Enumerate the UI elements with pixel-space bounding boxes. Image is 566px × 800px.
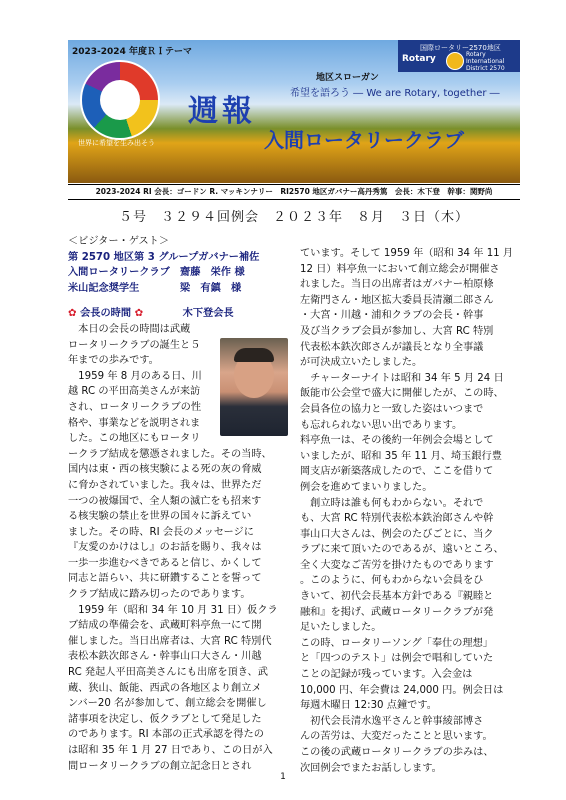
guest-line: 入間ロータリークラブ 齋藤 栄作 様 (68, 267, 245, 279)
text-line: れました。当日の出席者はガバナー柏原條 (300, 279, 494, 291)
text-line: 例会を進めてまいりました。 (300, 481, 433, 493)
flower-icon: ✿ (134, 308, 144, 320)
text-line: も忘れられない思い出であります。 (300, 419, 463, 431)
president-intro (68, 322, 214, 447)
text-line: 創立時は誰も何もわからない。それで (300, 497, 484, 509)
text-line: RC 発起人平田高美さんにも出席を頂き、武 (68, 667, 268, 679)
text-line: 及び当クラブ会員が参加し、大宮 RC 特別 (300, 325, 494, 337)
text-line: 10,000 円、年会費は 24,000 円。例会日は (300, 684, 504, 696)
text-line: した。この地区にもロータリ (68, 433, 201, 445)
text-line: んの苦労は、大変だったことと思います。 (300, 731, 493, 743)
rotary-district-badge (398, 40, 520, 72)
officers-line: 2023-2024 RI 会長：ゴードン R. マッキンナリー RI2570 地区ガバナー高丹秀篤 会長：木下登 幹事：関野尚 (68, 184, 520, 200)
text-line: 越 RC の平田高美さんが来訪 (68, 386, 201, 398)
president-name: 木下登会長 (182, 308, 234, 320)
text-line: 足いたしました。 (300, 622, 382, 634)
text-line: ンバー20 名が参加して、創立総会を開催し (68, 698, 267, 710)
text-line: 飯能市公会堂で盛大に開催したが、この時、 (300, 388, 504, 400)
slogan-label: 地区スローガン (316, 73, 379, 83)
rotary-district-label: 国際ロータリー2570地区 (420, 44, 501, 52)
text-line: 全く大変なご苦労を掛けたものであります (300, 559, 494, 571)
logo-center (100, 80, 140, 120)
president-photo (220, 338, 288, 436)
text-line: 融和』を掲げ、武蔵ロータリークラブが発 (300, 606, 494, 618)
text-line: 。このように、何もわからない会員をひ (300, 575, 484, 587)
text-line: 12 日）料亭魚一において創立総会が開催さ (300, 263, 500, 275)
text-line: いましたが、昭和 35 年 11 月、埼玉銀行豊 (300, 450, 502, 462)
meeting-info: ５号 ３２９４回例会 ２０２３年 ８月 ３日（木） (118, 210, 469, 225)
president-heading (68, 306, 294, 322)
text-line: 1959 年 8 月のある日、川 (68, 370, 202, 382)
text-line: のであります。RI 本部の正式承認を得たの (68, 729, 264, 741)
text-line: 諸事項を決定し、仮クラブとして発足した (68, 713, 262, 725)
text-line: ークラブ結成を懲憑されました。その当時、 (68, 448, 272, 460)
guest-line: 第 2570 地区第 3 グループガバナー補佐 (68, 251, 260, 263)
text-line: 一つの被爆国で、全人類の滅亡をも招来す (68, 495, 262, 507)
text-line: され、ロータリークラブの性 (68, 401, 202, 413)
masthead (68, 40, 520, 183)
ri-theme: 2023-2024 年度ＲＩテーマ (72, 47, 192, 57)
text-line: る核実験の禁止を世界の国々に訴えてい (68, 511, 252, 523)
text-line: クラブ結成に踏み切ったのであります。 (68, 589, 251, 601)
text-line: この後の武蔵ロータリークラブの歩みは、 (300, 747, 494, 758)
text-line: ロータリークラブの誕生と５ (68, 339, 201, 351)
text-line: ことの記録が残っています。入会金は (300, 669, 473, 681)
left-column (68, 234, 294, 774)
guest-heading: ＜ビジター・ゲスト＞ (68, 236, 170, 247)
text-line: この時、ロータリーソング「奉仕の理想」 (300, 637, 493, 649)
rotary-word: Rotary (402, 54, 436, 64)
text-line: 年までの歩みです。 (68, 355, 159, 367)
guest-line: 米山記念奨学生 梁 有鎮 様 (68, 282, 242, 294)
text-line: 催しました。当日出席者は、大宮 RC 特別代 (68, 635, 272, 647)
text-line: 本日の会長の時間は武蔵 (68, 323, 191, 335)
text-line: 代表松本鉄次郎さんが議長となり全事議 (300, 341, 484, 353)
text-line: 会員各位の協力と一致した姿はいつまで (300, 403, 484, 415)
text-line: ・大宮・川越・浦和クラブの会長・幹事 (300, 310, 484, 322)
photo-hair (234, 348, 274, 362)
text-line: チャーターナイトは昭和 34 年 5 月 24 日 (300, 372, 504, 384)
text-line: が可決成立いたしました。 (300, 357, 423, 369)
rotary-wheel-icon (446, 52, 464, 70)
ri-theme-logo (80, 60, 160, 140)
text-line: 格や、事業などを説明されま (68, 417, 201, 429)
text-line: 間ロータリークラブの創立記念日とされ (68, 760, 252, 772)
text-line: 一歩一歩進むべきであると信じ、かくして (68, 557, 262, 569)
text-line: 初代会長清水逸平さんと幹事綾部博さ (300, 715, 484, 727)
text-line: 事山口大さんは、例会のたびごとに、当ク (300, 528, 494, 540)
text-line: ラブに来て頂いたのであるが、遠いところ、 (300, 544, 504, 556)
right-column (300, 246, 526, 776)
text-line: 蔵、狭山、飯能、西武の各地区より創立メ (68, 682, 262, 694)
text-line: 『友愛のかけはし』のお話を賜り、我々は (68, 542, 262, 554)
text-line: ました。その時、RI 会長のメッセージに (68, 526, 254, 538)
text-line: ています。そして 1959 年（昭和 34 年 11 月 (300, 248, 514, 259)
president-heading-label: 会長の時間 (80, 308, 132, 320)
text-line: 1959 年（昭和 34 年 10 月 31 日）仮クラ (68, 604, 278, 616)
newsletter-title: 週報 (188, 94, 256, 129)
text-line: 次回例会でまたお話しします。 (300, 762, 442, 774)
text-line: と「四つのテスト」は例会で唱和していた (300, 653, 494, 665)
flower-icon: ✿ (68, 308, 77, 320)
text-line: 料亭魚一は、その後約一年例会会場として (300, 435, 494, 447)
text-line: ブ結成の準備会を、武蔵町料亭魚一にて開 (68, 620, 262, 632)
rotary-intl-label: Rotary International District 2570 (466, 51, 505, 72)
text-line: も、大宮 RC 特別代表松本鉄治郎さんや幹 (300, 513, 494, 525)
club-name: 入間ロータリークラブ (264, 128, 464, 152)
text-line: きいて、初代会長基本方針である『親睦と (300, 591, 494, 603)
page-number: 1 (280, 772, 286, 782)
text-line: 国内は東・西の核実験による死の灰の脅威 (68, 464, 262, 476)
text-line: 毎週木曜日 12:30 点鐘です。 (300, 700, 437, 712)
district-slogan: 希望を語ろう ― We are Rotary, together ― (290, 88, 500, 99)
text-line: 同志と語らい、共に研鑽することを誓って (68, 573, 262, 585)
text-line: 表松本鉄次郎さん・幹事山口大さん・川越 (68, 651, 262, 663)
logo-text: 世界に希望を生み出そう (78, 139, 155, 147)
text-line: 岡支店が新築落成したので、ここを借りて (300, 466, 494, 478)
text-line: に脅かされていました。我々は、世界ただ (68, 479, 262, 491)
text-line: は昭和 35 年 1 月 27 日であり、この日が入 (68, 745, 273, 756)
text-line: 左衛門さん・地区拡大委員長清瀬二郎さん (300, 294, 494, 306)
